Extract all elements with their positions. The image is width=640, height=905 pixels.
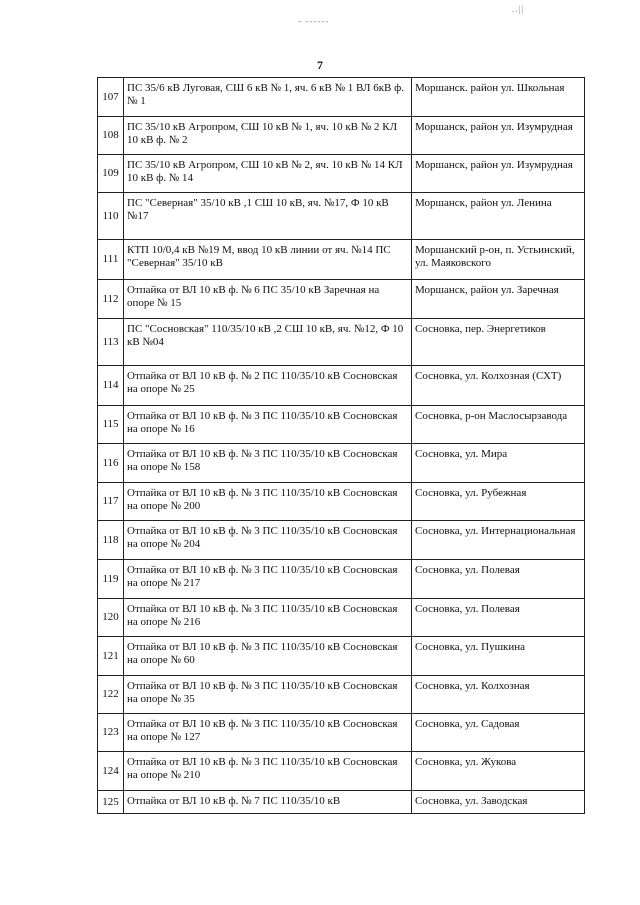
table-row bbox=[98, 444, 585, 483]
table-row bbox=[98, 155, 585, 193]
row-description: ПС 35/10 кВ Агропром, СШ 10 кВ № 2, яч. 10 кВ № 14 КЛ 10 кВ ф. № 14 bbox=[124, 155, 412, 193]
row-location: Сосновка, ул. Жукова bbox=[412, 752, 585, 791]
row-location: Сосновка, ул. Пушкина bbox=[412, 637, 585, 676]
row-number: 117 bbox=[98, 483, 124, 521]
row-number: 124 bbox=[98, 752, 124, 791]
row-description: Отпайка от ВЛ 10 кВ ф. № 3 ПС 110/35/10 кВ Сосновская на опоре № 60 bbox=[124, 637, 412, 676]
row-location: Моршанск, район ул. Изумрудная bbox=[412, 155, 585, 193]
row-location: Сосновка, ул. Интернациональная bbox=[412, 521, 585, 560]
table-row bbox=[98, 406, 585, 444]
row-number: 113 bbox=[98, 319, 124, 366]
row-number: 109 bbox=[98, 155, 124, 193]
table-row bbox=[98, 560, 585, 599]
row-location: Моршанский р-он, п. Устьинский, ул. Маяковского bbox=[412, 240, 585, 280]
row-number: 122 bbox=[98, 676, 124, 714]
row-location: Сосновка, р-он Маслосырзавода bbox=[412, 406, 585, 444]
row-description: Отпайка от ВЛ 10 кВ ф. № 3 ПС 110/35/10 кВ Сосновская на опоре № 158 bbox=[124, 444, 412, 483]
row-number: 118 bbox=[98, 521, 124, 560]
row-number: 114 bbox=[98, 366, 124, 406]
table-row bbox=[98, 280, 585, 319]
row-location: Сосновка, ул. Садовая bbox=[412, 714, 585, 752]
table-row bbox=[98, 714, 585, 752]
table-row bbox=[98, 637, 585, 676]
row-description: ПС 35/10 кВ Агропром, СШ 10 кВ № 1, яч. 10 кВ № 2 КЛ 10 кВ ф. № 2 bbox=[124, 117, 412, 155]
row-number: 107 bbox=[98, 78, 124, 117]
table-row bbox=[98, 599, 585, 637]
row-location: Моршанск, район ул. Заречная bbox=[412, 280, 585, 319]
row-location: Моршанск, район ул. Изумрудная bbox=[412, 117, 585, 155]
row-description: Отпайка от ВЛ 10 кВ ф. № 3 ПС 110/35/10 кВ Сосновская на опоре № 127 bbox=[124, 714, 412, 752]
row-number: 111 bbox=[98, 240, 124, 280]
row-description: Отпайка от ВЛ 10 кВ ф. № 6 ПС 35/10 кВ Заречная на опоре № 15 bbox=[124, 280, 412, 319]
row-number: 123 bbox=[98, 714, 124, 752]
table-row bbox=[98, 752, 585, 791]
row-number: 120 bbox=[98, 599, 124, 637]
row-description: Отпайка от ВЛ 10 кВ ф. № 7 ПС 110/35/10 кВ bbox=[124, 791, 412, 814]
row-description: Отпайка от ВЛ 10 кВ ф. № 3 ПС 110/35/10 кВ Сосновская на опоре № 217 bbox=[124, 560, 412, 599]
row-number: 112 bbox=[98, 280, 124, 319]
row-location: Сосновка, ул. Полевая bbox=[412, 560, 585, 599]
scan-mark: - ------ bbox=[298, 16, 330, 26]
row-location: Сосновка, ул. Рубежная bbox=[412, 483, 585, 521]
row-description: Отпайка от ВЛ 10 кВ ф. № 3 ПС 110/35/10 кВ Сосновская на опоре № 35 bbox=[124, 676, 412, 714]
row-description: Отпайка от ВЛ 10 кВ ф. № 3 ПС 110/35/10 кВ Сосновская на опоре № 16 bbox=[124, 406, 412, 444]
substation-table bbox=[97, 77, 585, 814]
row-description: КТП 10/0,4 кВ №19 М, ввод 10 кВ линии от яч. №14 ПС "Северная" 35/10 кВ bbox=[124, 240, 412, 280]
row-number: 110 bbox=[98, 193, 124, 240]
row-description: ПС "Северная" 35/10 кВ ,1 СШ 10 кВ, яч. №17, Ф 10 кВ №17 bbox=[124, 193, 412, 240]
row-description: Отпайка от ВЛ 10 кВ ф. № 3 ПС 110/35/10 кВ Сосновская на опоре № 204 bbox=[124, 521, 412, 560]
table-row bbox=[98, 319, 585, 366]
row-description: Отпайка от ВЛ 10 кВ ф. № 3 ПС 110/35/10 кВ Сосновская на опоре № 200 bbox=[124, 483, 412, 521]
row-number: 121 bbox=[98, 637, 124, 676]
row-description: ПС 35/6 кВ Луговая, СШ 6 кВ № 1, яч. 6 кВ № 1 ВЛ 6кВ ф. № 1 bbox=[124, 78, 412, 117]
table-row bbox=[98, 240, 585, 280]
row-description: Отпайка от ВЛ 10 кВ ф. № 2 ПС 110/35/10 кВ Сосновская на опоре № 25 bbox=[124, 366, 412, 406]
row-location: Сосновка, ул. Заводская bbox=[412, 791, 585, 814]
row-location: Сосновка, ул. Колхозная bbox=[412, 676, 585, 714]
row-number: 125 bbox=[98, 791, 124, 814]
table-row bbox=[98, 676, 585, 714]
row-number: 116 bbox=[98, 444, 124, 483]
row-location: Сосновка, ул. Мира bbox=[412, 444, 585, 483]
row-location: Моршанск. район ул. Школьная bbox=[412, 78, 585, 117]
table-row bbox=[98, 193, 585, 240]
table-row bbox=[98, 78, 585, 117]
row-location: Сосновка, ул. Полевая bbox=[412, 599, 585, 637]
table-row bbox=[98, 117, 585, 155]
table-row bbox=[98, 483, 585, 521]
row-number: 108 bbox=[98, 117, 124, 155]
table-row bbox=[98, 521, 585, 560]
row-location: Сосновка, пер. Энергетиков bbox=[412, 319, 585, 366]
row-description: Отпайка от ВЛ 10 кВ ф. № 3 ПС 110/35/10 кВ Сосновская на опоре № 216 bbox=[124, 599, 412, 637]
page-number: 7 bbox=[317, 58, 323, 72]
row-description: Отпайка от ВЛ 10 кВ ф. № 3 ПС 110/35/10 кВ Сосновская на опоре № 210 bbox=[124, 752, 412, 791]
table-row bbox=[98, 791, 585, 814]
row-location: Сосновка, ул. Колхозная (СХТ) bbox=[412, 366, 585, 406]
row-number: 115 bbox=[98, 406, 124, 444]
row-location: Моршанск, район ул. Ленина bbox=[412, 193, 585, 240]
row-description: ПС "Сосновская" 110/35/10 кВ ,2 СШ 10 кВ, яч. №12, Ф 10 кВ №04 bbox=[124, 319, 412, 366]
scan-mark: ..|| bbox=[512, 4, 525, 14]
table-row bbox=[98, 366, 585, 406]
row-number: 119 bbox=[98, 560, 124, 599]
